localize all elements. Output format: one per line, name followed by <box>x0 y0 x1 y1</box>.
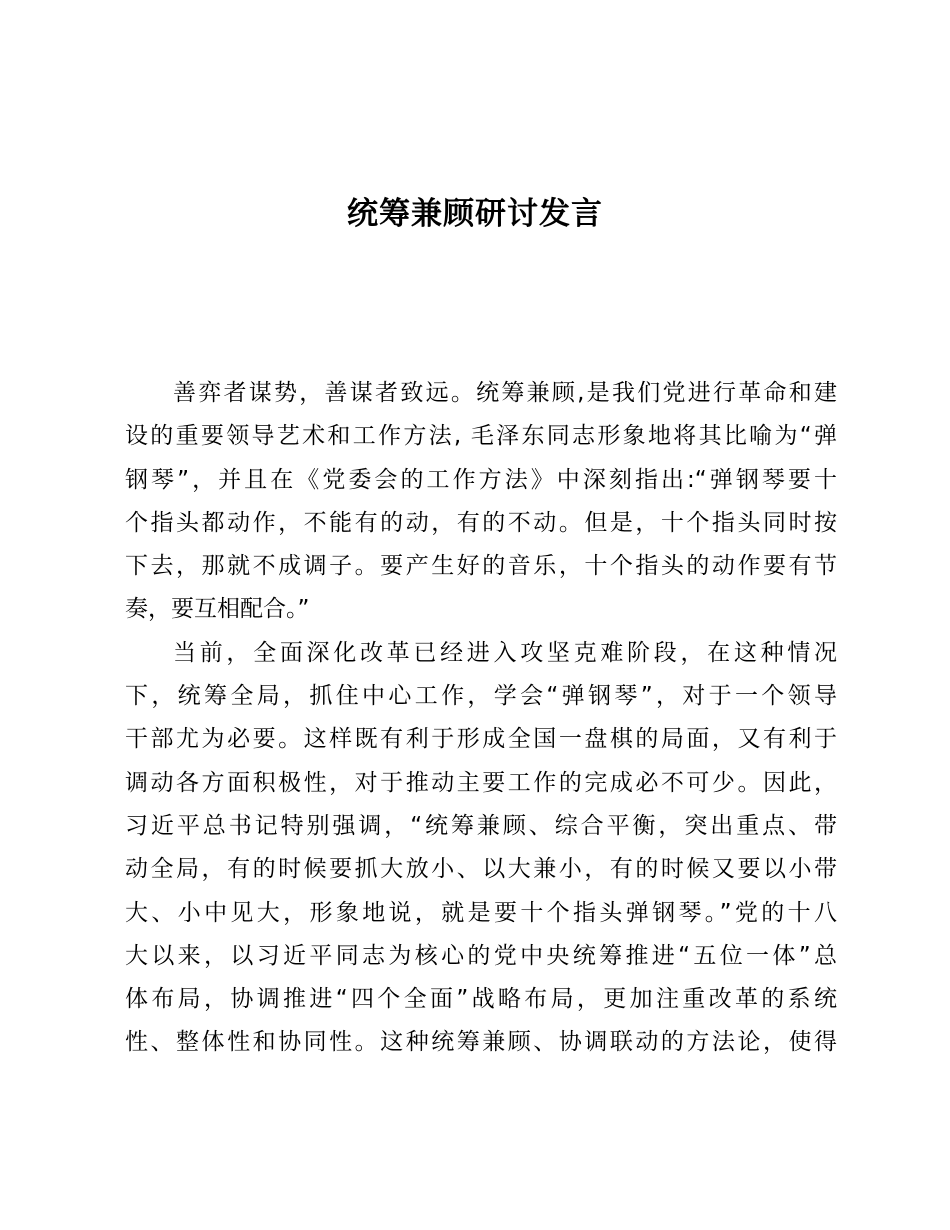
text-line: 体布局，协调推进“四个全面”战略布局，更加注重改革的系统 <box>125 986 837 1013</box>
text-line: 大、小中见大，形象地说，就是要十个指头弹钢琴。”党的十八 <box>125 899 837 926</box>
text-line: 奏，要互相配合。” <box>125 596 310 623</box>
text-line: 习近平总书记特别强调，“统筹兼顾、综合平衡，突出重点、带 <box>125 812 837 839</box>
text-line: 调动各方面积极性，对于推动主要工作的完成必不可少。因此， <box>125 769 837 796</box>
document-body <box>125 372 837 1065</box>
text-line: 当前，全面深化改革已经进入攻坚克难阶段，在这种情况 <box>173 639 837 666</box>
document-title: 统筹兼顾研讨发言 <box>347 196 603 232</box>
paragraph-2 <box>125 632 837 1065</box>
text-line: 下，统筹全局，抓住中心工作，学会“弹钢琴”，对于一个领导 <box>125 683 837 710</box>
text-line: 个指头都动作，不能有的动，有的不动。但是，十个指头同时按 <box>125 509 837 536</box>
text-line: 动全局，有的时候要抓大放小、以大兼小，有的时候又要以小带 <box>125 856 837 883</box>
text-line: 钢琴”，并且在《党委会的工作方法》中深刻指出:“弹钢琴要十 <box>125 466 837 493</box>
text-line: 下去，那就不成调子。要产生好的音乐，十个指头的动作要有节 <box>125 553 837 580</box>
text-line: 设的重要领导艺术和工作方法, 毛泽东同志形象地将其比喻为“弹 <box>125 423 837 450</box>
paragraph-1 <box>125 372 837 632</box>
text-line: 干部尤为必要。这样既有利于形成全国一盘棋的局面，又有利于 <box>125 726 837 753</box>
text-line: 性、整体性和协同性。这种统筹兼顾、协调联动的方法论，使得 <box>125 1029 837 1056</box>
text-line: 大以来，以习近平同志为核心的党中央统筹推进“五位一体”总 <box>125 942 837 969</box>
text-line: 善弈者谋势，善谋者致远。统筹兼顾,是我们党进行革命和建 <box>173 380 837 406</box>
